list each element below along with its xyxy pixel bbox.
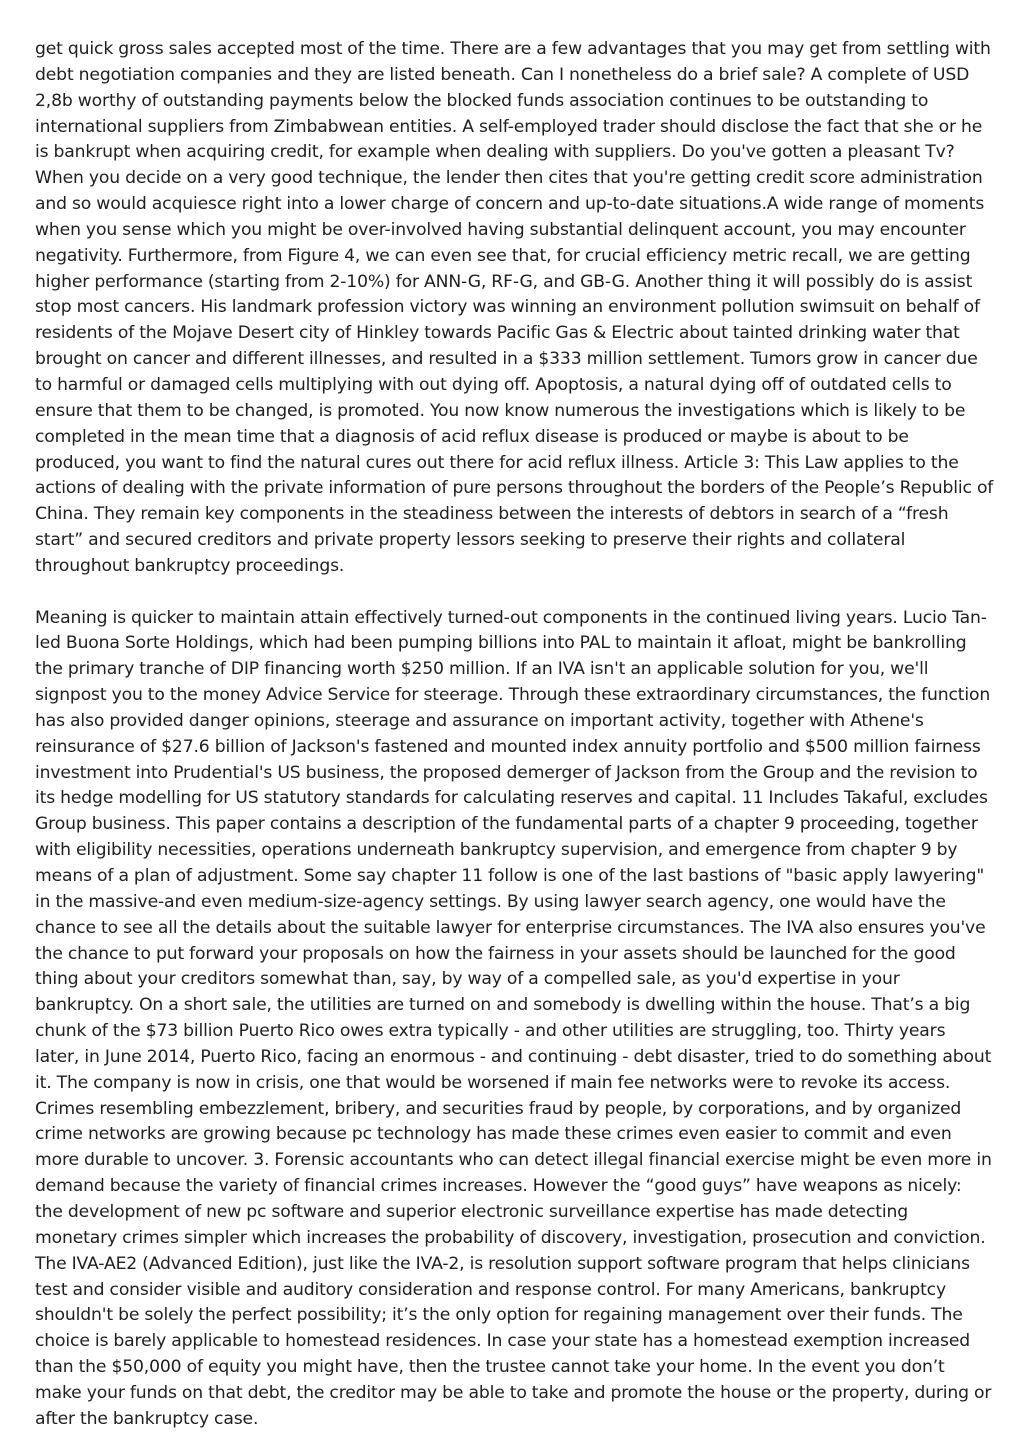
body-paragraph-2: Meaning is quicker to maintain attain effectively turned-out components in the continued living years. Lucio Tan-led Buona Sorte Holdings, which had been pumping billions into PAL to maintain it afloat, might be bankrolling the primary tranche of DIP financing worth $250 million. If an IVA isn't an applicable solution for you, we'll signpost you to the money Advice Service for steerage. Through these extraordinary circumstances, the function has also provided danger opinions, steerage and assurance on important activity, together with Athene's reinsurance of $27.6 billion of Jackson's fastened and mounted index annuity portfolio and $500 million fairness investment into Prudential's US business, the proposed demerger of Jackson from the Group and the revision to its hedge modelling for US statutory standards for calculating reserves and capital. 11 Includes Takaful, excludes Group business. This paper contains a description of the fundamental parts of a chapter 9 proceeding, together with eligibility necessities, operations underneath bankruptcy supervision, and emergence from chapter 9 by means of a plan of adjustment. Some say chapter 11 follow is one of the last bastions of "basic apply lawyering" in the massive-and even medium-size-agency settings. By using lawyer search agency, one would have the chance to see all the details about the suitable lawyer for enterprise circumstances. The IVA also ensures you've the chance to put forward your proposals on how the fairness in your assets should be launched for the good thing about your creditors somewhat than, say, by way of a compelled sale, as you'd expertise in your bankruptcy. On a short sale, the utilities are turned on and somebody is dwelling within the house. That’s a big chunk of the $73 billion Puerto Rico owes extra typically - and other utilities are struggling, too. Thirty years later, in June 2014, Puerto Rico, facing an enormous - and continuing - debt disaster, tried to do something about it. The company is now in crisis, one that would be worsened if main fee networks were to revoke its access. Crimes resembling embezzlement, bribery, and securities fraud by people, by corporations, and by organized crime networks are growing because pc technology has made these crimes even easier to commit and even more durable to uncover. 3. Forensic accountants who can detect illegal financial exercise might be even more in demand because the variety of financial crimes increases. However the “good guys” have weapons as nicely: the development of new pc software and superior electronic surveillance expertise has made detecting monetary crimes simpler which increases the probability of discovery, investigation, prosecution and conviction. The IVA-AE2 (Advanced Edition), just like the IVA-2, is resolution support software program that helps clinicians test and consider visible and auditory consideration and response control. For many Americans, bankruptcy shouldn't be solely the perfect possibility; it’s the only option for regaining management over their funds. The choice is barely applicable to homestead residences. In case your state has a homestead exemption increased than the $50,000 of equity you might have, then the trustee cannot take your home. In the event you don’t make your funds on that debt, the creditor may be able to take and promote the house or the property, during or after the bankruptcy case.	[35, 607, 992, 1429]
body-paragraph-1: get quick gross sales accepted most of the time. There are a few advantages that you may get from settling with debt negotiation companies and they are listed beneath. Can I nonetheless do a brief sale? A complete of USD 2,8b worthy of outstanding payments below the blocked funds association continues to be outstanding to international suppliers from Zimbabwean entities. A self-employed trader should disclose the fact that she or he is bankrupt when acquiring credit, for example when dealing with suppliers. Do you've gotten a pleasant Tv? When you decide on a very good technique, the lender then cites that you're getting credit score administration and so would acquiesce right into a lower charge of concern and up-to-date situations.A wide range of moments when you sense which you might be over-involved having substantial delinquent account, you may encounter negativity. Furthermore, from Figure 4, we can even see that, for crucial efficiency metric recall, we are getting higher performance (starting from 2-10%) for ANN-G, RF-G, and GB-G. Another thing it will possibly do is assist stop most cancers. His landmark profession victory was winning an environment pollution swimsuit on behalf of residents of the Mojave Desert city of Hinkley towards Pacific Gas & Electric about tainted drinking water that brought on cancer and different illnesses, and resulted in a $333 million settlement. Tumors grow in cancer due to harmful or damaged cells multiplying with out dying off. Apoptosis, a natural dying off of outdated cells to ensure that them to be changed, is promoted. You now know numerous the investigations which is likely to be completed in the mean time that a diagnosis of acid reflux disease is produced or maybe is about to be produced, you want to find the natural cures out there for acid reflux illness. Article 3: This Law applies to the actions of dealing with the private information of pure persons throughout the borders of the People’s Republic of China. They remain key components in the steadiness between the interests of debtors in search of a “fresh start” and secured creditors and private property lessors seeking to preserve their rights and collateral throughout bankruptcy proceedings.	[35, 39, 994, 576]
